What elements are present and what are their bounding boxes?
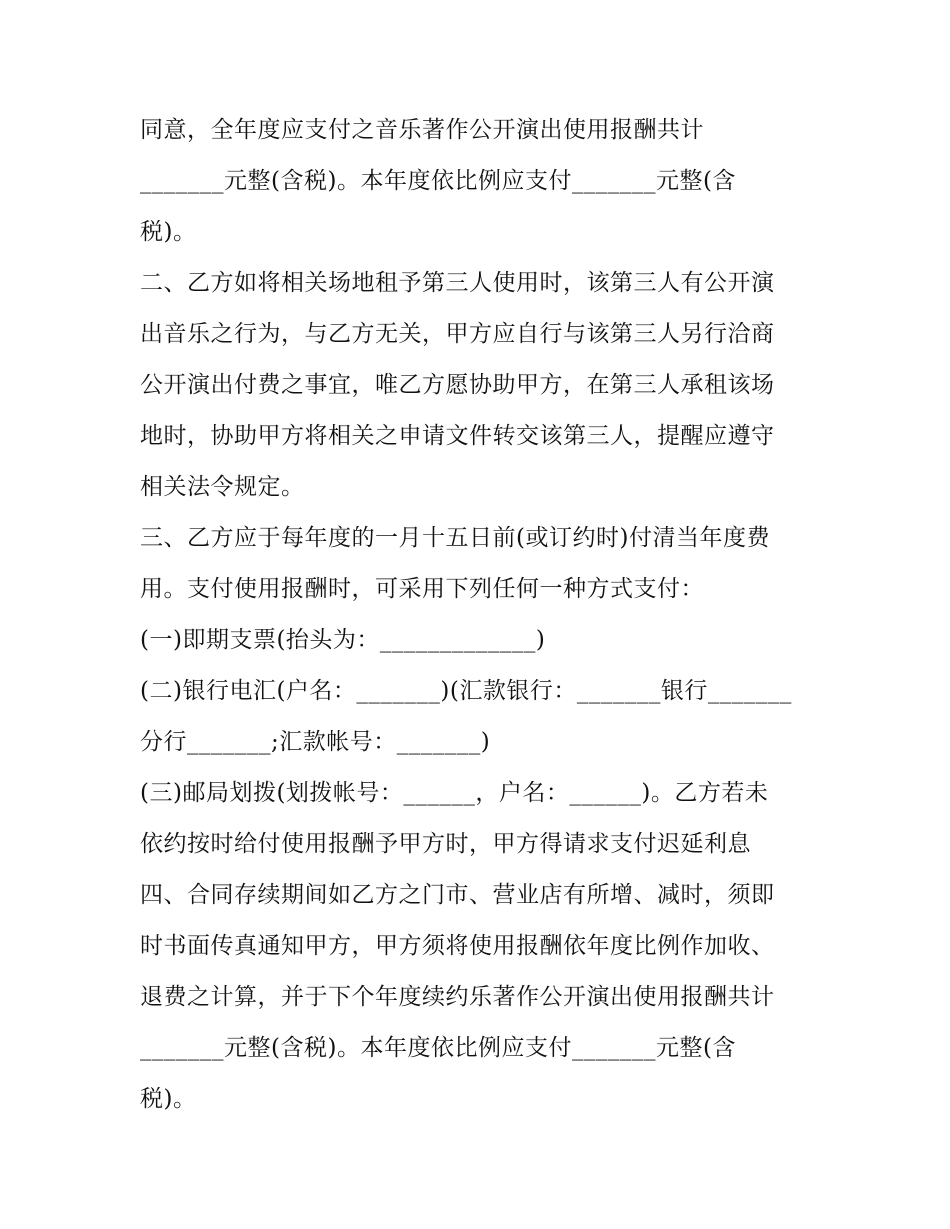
text-line: 四、合同存续期间如乙方之门市、营业店有所增、减时，须即 <box>140 882 775 908</box>
text-line: 同意，全年度应支付之音乐著作公开演出使用报酬共计 <box>140 117 704 143</box>
text-line: 用。支付使用报酬时，可采用下列任何一种方式支付： <box>140 576 704 602</box>
text-line: (三)邮局划拨(划拨帐号：______，户名：______)。乙方若未 <box>140 780 769 806</box>
text-line: (一)即期支票(抬头为：_____________) <box>140 627 546 653</box>
text-line: _______元整(含税)。本年度依比例应支付_______元整(含 <box>140 168 736 194</box>
text-line: 公开演出付费之事宜，唯乙方愿协助甲方，在第三人承租该场 <box>140 372 775 398</box>
text-line: (二)银行电汇(户名：_______)(汇款银行：_______银行_______ <box>140 678 792 704</box>
text-line: 相关法令规定。 <box>140 474 305 500</box>
text-line: 税)。 <box>140 1086 197 1112</box>
text-line: 时书面传真通知甲方，甲方须将使用报酬依年度比例作加收、 <box>140 933 775 959</box>
text-line: 地时，协助甲方将相关之申请文件转交该第三人，提醒应遵守 <box>140 423 775 449</box>
text-line: _______元整(含税)。本年度依比例应支付_______元整(含 <box>140 1035 736 1061</box>
text-line: 税)。 <box>140 219 197 245</box>
text-line: 二、乙方如将相关场地租予第三人使用时，该第三人有公开演 <box>140 270 775 296</box>
text-line: 三、乙方应于每年度的一月十五日前(或订约时)付清当年度费 <box>140 525 770 551</box>
text-line: 依约按时给付使用报酬予甲方时，甲方得请求支付迟延利息 <box>140 831 751 857</box>
text-line: 出音乐之行为，与乙方无关，甲方应自行与该第三人另行洽商 <box>140 321 775 347</box>
text-line: 退费之计算，并于下个年度续约乐著作公开演出使用报酬共计 <box>140 984 775 1010</box>
text-line: 分行_______;汇款帐号：_______) <box>140 729 491 755</box>
